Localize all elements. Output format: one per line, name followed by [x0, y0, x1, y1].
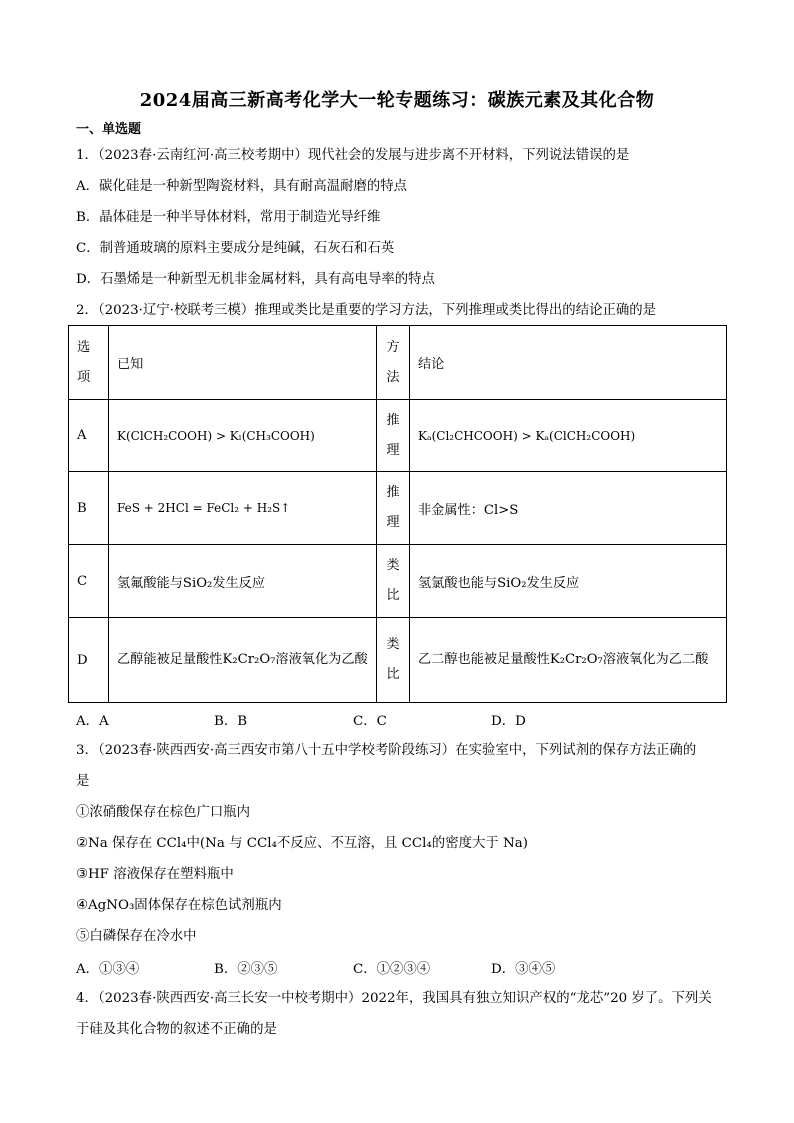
- q1-option-a: A．碳化硅是一种新型陶瓷材料，具有耐高温耐磨的特点: [76, 179, 408, 194]
- q4-stem: 4．（2023春·陕西西安·高三长安一中校考期中）2022年，我国具有独立知识产权的“龙芯”20 岁了。下列关: [76, 991, 712, 1006]
- q3-item-1: ①浓硝酸保存在棕色广口瓶内: [76, 805, 251, 820]
- header-conclusion: 结论: [410, 326, 727, 400]
- q3-item-2: ②Na 保存在 CCl₄中(Na 与 CCl₄不反应、不互溶，且 CCl₄的密度大于 Na): [76, 836, 528, 851]
- header-option: 选项: [69, 326, 109, 400]
- q3-choice-a: A．①③④: [76, 962, 140, 977]
- q2-choice-d: D．D: [491, 714, 526, 729]
- q2-stem: 2．（2023·辽宁·校联考三模）推理或类比是重要的学习方法，下列推理或类比得出的结论正确的是: [76, 303, 657, 318]
- q3-stem: 3．（2023春·陕西西安·高三西安市第八十五中学校考阶段练习）在实验室中，下列试剂的保存方法正确的: [76, 743, 697, 758]
- table-row: [69, 618, 727, 703]
- q1-stem: 1．（2023春·云南红河·高三校考期中）现代社会的发展与进步离不开材料，下列说法错误的是: [76, 148, 630, 163]
- row-method: 推理: [377, 400, 410, 472]
- section-heading: 一、单选题: [76, 122, 142, 137]
- document-title: 2024届高三新高考化学大一轮专题练习：碳族元素及其化合物: [139, 90, 655, 111]
- row-method: 类比: [377, 618, 410, 703]
- row-known: 氢氟酸能与SiO₂发生反应: [109, 545, 377, 618]
- q2-choice-b: B．B: [214, 714, 248, 729]
- q3-choice-b: B．②③⑤: [214, 962, 278, 977]
- row-conclusion: 氢氯酸也能与SiO₂发生反应: [410, 545, 727, 618]
- row-method: 推理: [377, 472, 410, 545]
- table-header-row: [69, 326, 727, 400]
- q3-choice-d: D．③④⑤: [491, 962, 556, 977]
- row-conclusion: 非金属性：Cl>S: [410, 472, 727, 545]
- row-option: C: [69, 545, 109, 618]
- row-known: FeS + 2HCl = FeCl₂ + H₂S↑: [109, 472, 377, 545]
- table-row: [69, 545, 727, 618]
- q2-choice-c: C．C: [353, 714, 387, 729]
- row-known: K(ClCH₂COOH) > Kₗ(CH₃COOH): [109, 400, 377, 472]
- row-method: 类比: [377, 545, 410, 618]
- q1-option-d: D．石墨烯是一种新型无机非金属材料，具有高电导率的特点: [76, 272, 435, 287]
- q1-option-c: C．制普通玻璃的原料主要成分是纯碱，石灰石和石英: [76, 241, 395, 256]
- row-known: 乙醇能被足量酸性K₂Cr₂O₇溶液氧化为乙酸: [109, 618, 377, 703]
- q3-item-3: ③HF 溶液保存在塑料瓶中: [76, 867, 234, 882]
- table-row: [69, 400, 727, 472]
- q3-item-5: ⑤白磷保存在冷水中: [76, 929, 197, 944]
- q3-item-4: ④AgNO₃固体保存在棕色试剂瓶内: [76, 898, 282, 913]
- q2-choice-a: A．A: [76, 714, 109, 729]
- header-method: 方法: [377, 326, 410, 400]
- row-option: B: [69, 472, 109, 545]
- row-conclusion: 乙二醇也能被足量酸性K₂Cr₂O₇溶液氧化为乙二酸: [410, 618, 727, 703]
- q1-option-b: B．晶体硅是一种半导体材料，常用于制造光导纤维: [76, 210, 381, 225]
- q3-stem-cont: 是: [76, 774, 90, 789]
- q2-table: [68, 325, 727, 703]
- row-conclusion: Kₐ(Cl₂CHCOOH) > Kₐ(ClCH₂COOH): [410, 400, 727, 472]
- row-option: D: [69, 618, 109, 703]
- header-known: 已知: [109, 326, 377, 400]
- q3-choice-c: C．①②③④: [353, 962, 431, 977]
- row-option: A: [69, 400, 109, 472]
- table-row: [69, 472, 727, 545]
- q4-stem-cont: 于硅及其化合物的叙述不正确的是: [76, 1022, 277, 1037]
